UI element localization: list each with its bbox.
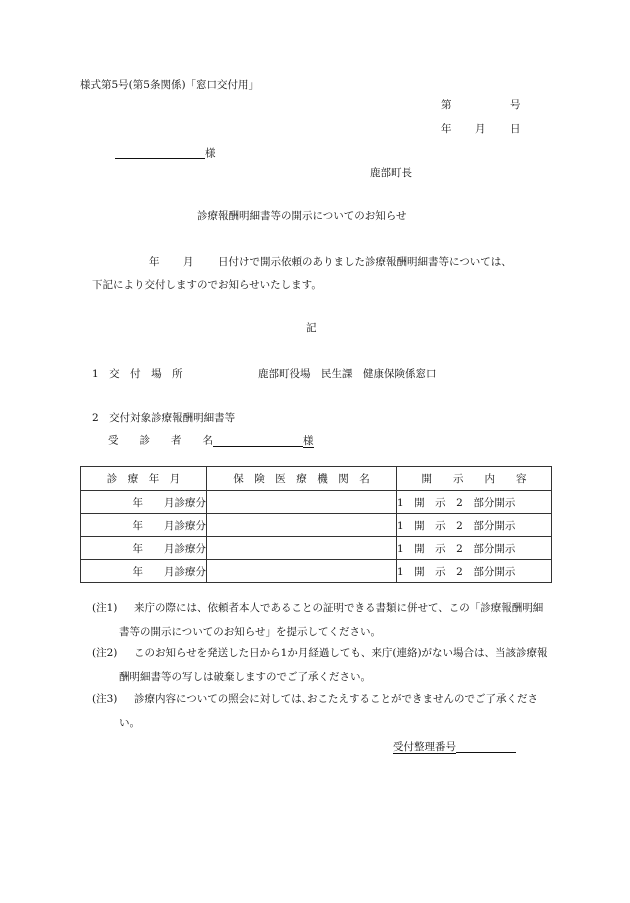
table-row xyxy=(81,514,552,537)
section1-value: 鹿部町役場 民生課 健康保険係窓口 xyxy=(258,368,437,380)
section2-label: 2 交付対象診療報酬明細書等 xyxy=(92,412,236,424)
treatment-month-cell: 年 月診療分 xyxy=(81,537,207,560)
form-label: 様式第5号(第5条関係)「窓口交付用」 xyxy=(80,79,260,91)
date-month: 月 xyxy=(475,123,486,135)
note-1 xyxy=(92,596,552,644)
section1-label: 1 交 付 場 所 xyxy=(92,368,183,380)
document-number-suffix: 号 xyxy=(510,99,521,111)
table-header-row xyxy=(81,467,552,491)
issuer: 鹿部町長 xyxy=(370,167,412,179)
intro-line-2: 下記により交付しますのでお知らせいたします。 xyxy=(92,279,322,291)
note-text: 来庁の際には、依頼者本人であることの証明できる書類に併せて、この「診療報酬明細書等の開示についてのお知らせ」を提示してください。 xyxy=(119,602,544,638)
recipient-line xyxy=(115,147,216,159)
disclosure-cell: 1 開 示 2 部分開示 xyxy=(397,491,552,514)
facility-cell xyxy=(207,514,397,537)
note-3 xyxy=(92,687,552,735)
recipient-honorific: 様 xyxy=(205,147,216,160)
intro-year: 年 xyxy=(149,256,160,268)
receipt-number-label: 受付整理番号 xyxy=(393,740,456,753)
facility-cell xyxy=(207,491,397,514)
treatment-month-cell: 年 月診療分 xyxy=(81,491,207,514)
note-text: 診療内容についての照会に対しては､おこたえすることができませんのでご了承ください。 xyxy=(119,693,539,729)
patient-honorific: 様 xyxy=(303,434,314,447)
patient-label: 受 診 者 名 xyxy=(108,434,213,447)
table-row xyxy=(81,560,552,583)
disclosure-cell: 1 開 示 2 部分開示 xyxy=(397,560,552,583)
col-header-treatment-month: 診 療 年 月 xyxy=(81,467,207,491)
disclosure-cell: 1 開 示 2 部分開示 xyxy=(397,537,552,560)
note-2 xyxy=(92,641,552,689)
treatment-month-cell: 年 月診療分 xyxy=(81,514,207,537)
date-day: 日 xyxy=(510,123,521,135)
ki-heading: 記 xyxy=(306,322,317,334)
patient-name-blank xyxy=(213,435,303,447)
receipt-number-blank xyxy=(456,741,516,753)
treatment-month-cell: 年 月診療分 xyxy=(81,560,207,583)
table-row xyxy=(81,537,552,560)
facility-cell xyxy=(207,537,397,560)
receipt-number-line xyxy=(393,741,516,753)
col-header-facility: 保 険 医 療 機 関 名 xyxy=(207,467,397,491)
intro-text: 日付けで開示依頼のありました診療報酬明細書等については、 xyxy=(218,256,512,268)
note-tag: (注3) xyxy=(92,693,118,705)
document-title: 診療報酬明細書等の開示についてのお知らせ xyxy=(197,210,407,222)
note-tag: (注1) xyxy=(92,602,118,614)
table-row xyxy=(81,491,552,514)
note-text: このお知らせを発送した日から1か月経過しても、来庁(連絡)がない場合は、当該診療報酬明細書等の写しは破棄しますのでご了承ください。 xyxy=(119,647,548,683)
col-header-disclosure: 開 示 内 容 xyxy=(397,467,552,491)
disclosure-cell: 1 開 示 2 部分開示 xyxy=(397,514,552,537)
date-year: 年 xyxy=(441,123,452,135)
note-tag: (注2) xyxy=(92,647,118,659)
intro-month: 月 xyxy=(183,256,194,268)
document-number-prefix: 第 xyxy=(441,99,452,111)
patient-line xyxy=(108,435,314,447)
disclosure-table xyxy=(80,466,552,583)
facility-cell xyxy=(207,560,397,583)
recipient-name-blank xyxy=(115,147,205,159)
